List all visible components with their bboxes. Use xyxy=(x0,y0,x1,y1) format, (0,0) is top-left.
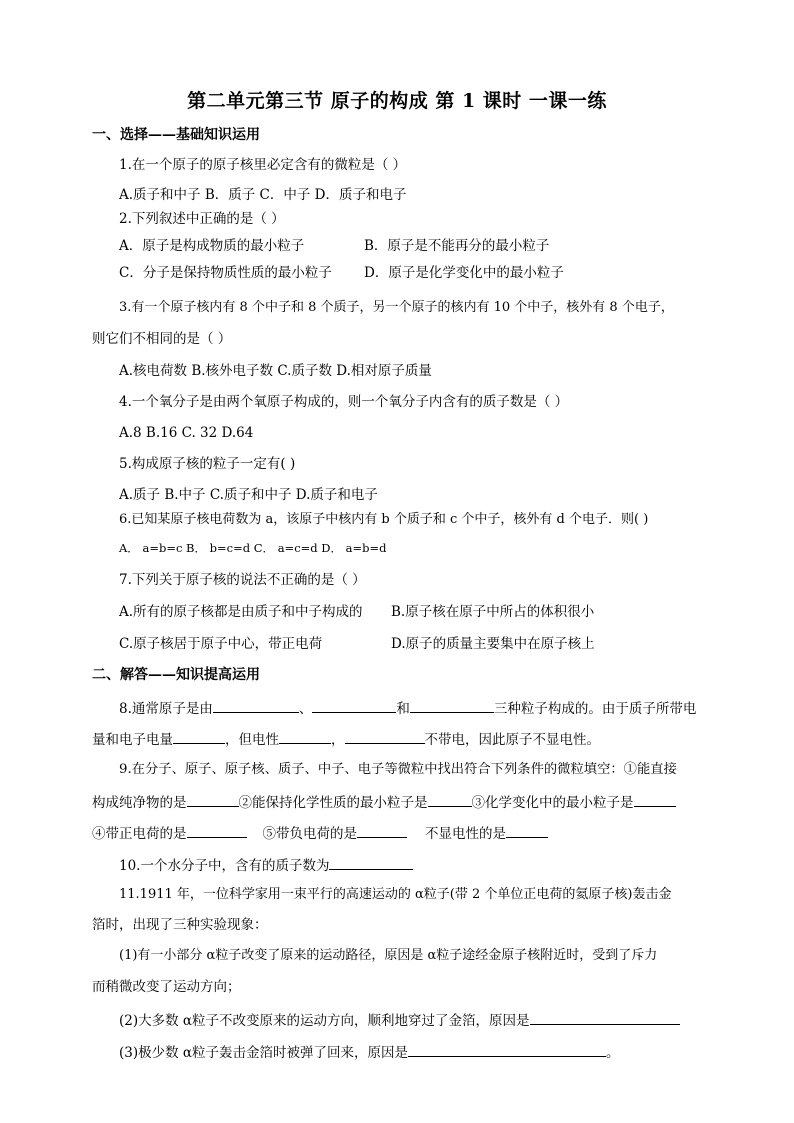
q8-text: 三种粒子构成的。由于质子所带电 xyxy=(493,701,697,717)
q8-text: 8.通常原子是由 xyxy=(119,701,213,717)
q11-part1-line2: 而稍微改变了运动方向； xyxy=(92,979,241,995)
q8-text: ，但电性 xyxy=(225,732,279,748)
q11-text: (3)极少数 α粒子轰击金箔时被弹了回来，原因是 xyxy=(119,1045,409,1061)
q5-options: A.质子 B.中子 C.质子和中子 D.质子和电子 xyxy=(119,487,378,503)
q2-option-b: B．原子是不能再分的最小粒子 xyxy=(364,238,550,254)
section-heading-1: 一、选择——基础知识运用 xyxy=(92,127,260,143)
section-heading-2: 二、解答——知识提高运用 xyxy=(92,667,260,683)
q8-line1 xyxy=(119,698,696,718)
q11-line1: 11.1911 年，一位科学家用一束平行的高速运动的 α粒子(带 2 个单位正电荷的氦原子核)轰击金 xyxy=(119,887,672,902)
q4-stem: 4.一个氧分子是由两个氧原子构成的，则一个氧分子内含有的质子数是（ ） xyxy=(119,394,569,410)
q8-text: 不带电，因此原子不显电性。 xyxy=(424,732,600,748)
q3-options: A.核电荷数 B.核外电子数 C.质子数 D.相对原子质量 xyxy=(119,363,432,379)
answer-blank[interactable] xyxy=(634,792,676,807)
q2-stem: 2.下列叙述中正确的是（ ） xyxy=(119,211,285,227)
q11-part1-line1: (1)有一小部分 α粒子改变了原来的运动路径，原因是 α粒子途经金原子核附近时，受到了斥力 xyxy=(119,948,658,963)
answer-blank[interactable] xyxy=(173,729,225,744)
answer-blank[interactable] xyxy=(279,729,331,744)
q7-option-a: A.所有的原子核都是由质子和中子构成的 xyxy=(119,604,363,620)
page-title: 第二单元第三节 原子的构成 第 1 课时 一课一练 xyxy=(187,90,607,112)
answer-blank[interactable] xyxy=(408,1042,606,1057)
q9-text: ③化学变化中的最小粒子是 xyxy=(471,795,634,811)
answer-blank[interactable] xyxy=(187,792,239,807)
q2-option-d: D．原子是化学变化中的最小粒子 xyxy=(364,265,564,281)
q11-text: (2)大多数 α粒子不改变原来的运动方向，顺利地穿过了金箔，原因是 xyxy=(119,1013,530,1029)
q9-line1: 9.在分子、原子、原子核、质子、中子、电子等微粒中找出符合下列条件的微粒填空：①能直接 xyxy=(119,762,677,777)
answer-blank[interactable] xyxy=(530,1010,680,1025)
answer-blank[interactable] xyxy=(213,698,299,713)
answer-blank[interactable] xyxy=(187,823,247,838)
q8-text: 、 xyxy=(298,701,313,717)
q1-options: A.质子和中子 B．质子 C．中子 D．质子和电子 xyxy=(119,187,407,203)
q9-text: 不显电性的是 xyxy=(425,826,506,842)
q9-text: 构成纯净物的是 xyxy=(92,795,187,811)
answer-blank[interactable] xyxy=(428,792,472,807)
q5-stem: 5.构成原子核的粒子一定有( ) xyxy=(119,456,296,472)
q2-option-a: A．原子是构成物质的最小粒子 xyxy=(119,238,305,254)
q3-stem-line1: 3.有一个原子核内有 8 个中子和 8 个质子，另一个原子的核内有 10 个中子，核外有 8 个电子， xyxy=(119,300,674,315)
q8-text: ， xyxy=(331,732,345,748)
q11-text: 。 xyxy=(606,1045,620,1061)
q6-stem: 6.已知某原子核电荷数为 a，该原子中核内有 b 个质子和 c 个中子，核外有 d 个电子．则( ) xyxy=(119,512,649,527)
q6-options: A． a=b=c B． b=c=d C． a=c=d D． a=b=d xyxy=(119,541,387,555)
q7-option-b: B.原子核在原子中所占的体积很小 xyxy=(391,604,595,620)
q11-part3 xyxy=(119,1042,620,1062)
q9-text: ⑤带负电荷的是 xyxy=(262,826,357,842)
q9-text: ④带正电荷的是 xyxy=(92,826,187,842)
q11-line2: 箔时，出现了三种实验现象： xyxy=(92,917,268,933)
answer-blank[interactable] xyxy=(410,698,494,713)
q10-text: 10.一个水分子中，含有的质子数为 xyxy=(119,858,330,874)
q9-line2 xyxy=(92,792,676,812)
q1-stem: 1.在一个原子的原子核里必定含有的微粒是（ ） xyxy=(119,157,407,173)
q8-line2 xyxy=(92,729,600,749)
q8-text: 和 xyxy=(396,701,410,717)
answer-blank[interactable] xyxy=(506,823,548,838)
q9-line3 xyxy=(92,823,548,843)
answer-blank[interactable] xyxy=(312,698,396,713)
answer-blank[interactable] xyxy=(357,823,407,838)
q2-option-c: C．分子是保持物质性质的最小粒子 xyxy=(119,265,332,281)
answer-blank[interactable] xyxy=(345,729,425,744)
q9-text: ②能保持化学性质的最小粒子是 xyxy=(238,795,428,811)
q7-option-c: C.原子核居于原子中心，带正电荷 xyxy=(119,636,323,652)
q7-option-d: D.原子的质量主要集中在原子核上 xyxy=(391,636,595,652)
answer-blank[interactable] xyxy=(329,855,413,870)
q8-text: 量和电子电量 xyxy=(92,732,173,748)
q4-options: A.8 B.16 C. 32 D.64 xyxy=(119,425,254,441)
q3-stem-line2: 则它们不相同的是（ ） xyxy=(92,331,232,347)
q10-line xyxy=(119,855,413,875)
q7-stem: 7.下列关于原子核的说法不正确的是（ ） xyxy=(119,572,366,588)
q11-part2 xyxy=(119,1010,680,1030)
